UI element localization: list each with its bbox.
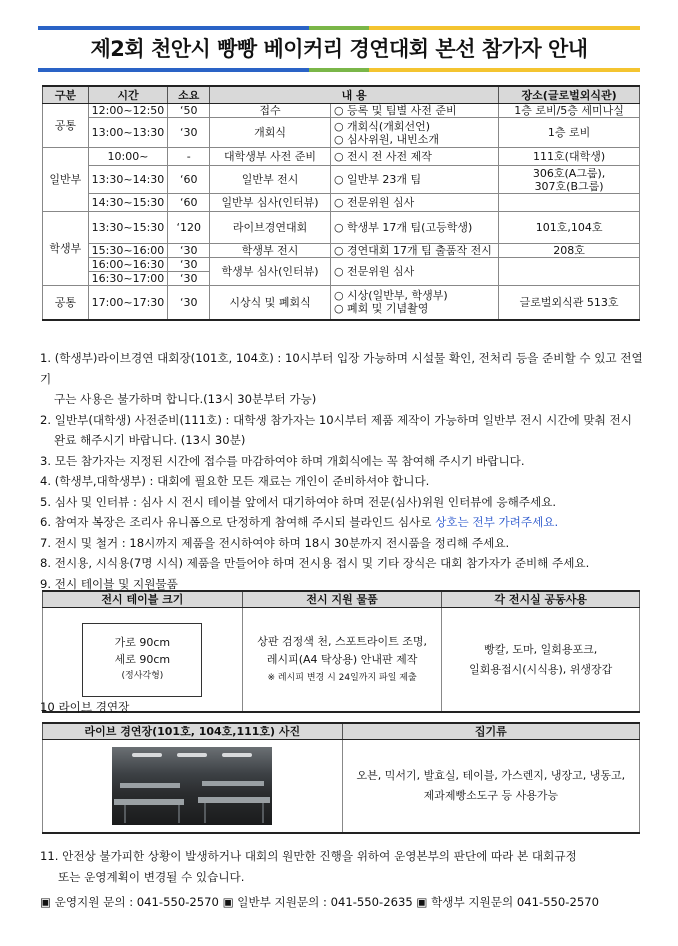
content-cell <box>330 118 498 148</box>
group-label: 공통 <box>43 286 89 320</box>
equipment-line: 오븐, 믹서기, 발효실, 테이블, 가스렌지, 냉장고, 냉동고, <box>356 769 626 782</box>
support-item-line: 레시피(A4 탁상용) 안내판 제작 <box>266 652 418 666</box>
table-row <box>43 194 640 212</box>
item-cell: 대학생부 사전 준비 <box>210 148 331 166</box>
header-time: 시간 <box>88 86 168 104</box>
note-2-cont: 완료 해주시기 바랍니다. (13시 30분) <box>54 433 246 447</box>
duration-cell: ‘50 <box>168 104 210 118</box>
live-row <box>43 740 640 834</box>
content-cell: ○ 전시 전 사전 제작 <box>330 148 498 166</box>
note-6-highlight: 상호는 전부 가려주세요. <box>435 515 559 529</box>
content-cell: ○ 일반부 23개 팀 <box>330 166 498 194</box>
place-cell: 101호,104호 <box>499 212 640 244</box>
time-cell: 15:30~16:00 <box>88 244 168 258</box>
note-7: 7. 전시 및 철거 : 18시까지 제품을 전시하여야 하며 18시 30분까지 전시품을 정리해 주세요. <box>40 535 510 550</box>
contact-info: ▣ 운영지원 문의 : 041-550-2570 ▣ 일반부 지원문의 : 041-550-2635 ▣ 학생부 지원문의 041-550-2570 <box>40 895 599 909</box>
note-11-line: 11. 안전상 불가피한 상황이 발생하거나 대회의 원만한 진행을 위하여 운영본부의 판단에 따라 본 대회규정 <box>40 849 577 863</box>
ceiling-light <box>132 753 162 757</box>
place-cell: 1층 로비/5층 세미나실 <box>499 104 640 118</box>
item-cell: 일반부 전시 <box>210 166 331 194</box>
header-support-items: 전시 지원 물품 <box>242 591 442 608</box>
content-line: ○ 심사위원, 내빈소개 <box>333 132 440 146</box>
bench-leg <box>178 805 180 823</box>
item-cell: 시상식 및 폐회식 <box>210 286 331 320</box>
time-cell: 10:00~ <box>88 148 168 166</box>
table-row <box>43 286 640 320</box>
time-cell: 16:00~16:30 <box>88 258 168 272</box>
note-11 <box>40 846 644 887</box>
duration-cell: - <box>168 148 210 166</box>
workbench <box>202 781 264 786</box>
time-cell: 13:30~15:30 <box>88 212 168 244</box>
notes-list <box>40 348 644 594</box>
table-row <box>43 118 640 148</box>
page-title: 제2회 천안시 빵빵 베이커리 경연대회 본선 참가자 안내 <box>90 37 588 61</box>
duration-cell: ‘120 <box>168 212 210 244</box>
note-2: 2. 일반부(대학생) 사전준비(111호) : 대학생 참가자는 10시부터 제품 제작이 가능하며 일반부 전시 시간에 맞춰 전시 <box>40 412 632 427</box>
schedule-table <box>42 85 640 321</box>
support-header-row <box>43 591 640 608</box>
place-cell <box>499 258 640 286</box>
duration-cell: ‘30 <box>168 286 210 320</box>
table-size-box <box>82 623 202 697</box>
place-cell: 208호 <box>499 244 640 258</box>
note-11-cont: 또는 운영계획이 변경될 수 있습니다. <box>58 869 245 884</box>
note-8: 8. 전시용, 시식용(7명 시식) 제품을 만들어야 하며 전시용 접시 및 기타 장식은 대회 참가자가 준비해 주세요. <box>40 556 590 570</box>
time-cell: 17:00~17:30 <box>88 286 168 320</box>
ceiling-light <box>177 753 207 757</box>
table-row <box>43 166 640 194</box>
content-cell: ○ 전문위원 심사 <box>330 194 498 212</box>
size-shape: (정사각형) <box>121 671 164 681</box>
note-4: 4. (학생부,대학생부) : 대회에 필요한 모든 재료는 개인이 준비하셔야 합니다. <box>40 474 430 488</box>
place-cell: 1층 로비 <box>499 118 640 148</box>
live-heading: 10 라이브 경연장 <box>40 700 130 714</box>
note-1-cont: 구는 사용은 불가하며 합니다.(13시 30분부터 가능) <box>54 392 317 406</box>
place-line: 306호(A그룹), <box>532 166 606 180</box>
item-cell: 접수 <box>210 104 331 118</box>
note-1: 1. (학생부)라이브경연 대회장(101호, 104호) : 10시부터 입장 가능하며 시설물 확인, 전처리 등을 준비할 수 있고 전열기 <box>40 351 643 386</box>
duration-cell: ‘30 <box>168 244 210 258</box>
group-label: 공통 <box>43 104 89 148</box>
table-row <box>43 258 640 272</box>
content-cell: ○ 학생부 17개 팀(고등학생) <box>330 212 498 244</box>
place-cell <box>499 194 640 212</box>
place-line: 307호(B그룹) <box>534 179 604 193</box>
content-line: ○ 폐회 및 기념촬영 <box>333 302 429 316</box>
ceiling-light <box>222 753 252 757</box>
bench-leg <box>262 803 264 823</box>
item-cell: 라이브경연대회 <box>210 212 331 244</box>
time-cell: 13:30~14:30 <box>88 166 168 194</box>
header-place: 장소(글로벌외식관) <box>499 86 640 104</box>
header-common-items: 각 전시실 공동사용 <box>442 591 640 608</box>
photo-cell <box>43 740 343 834</box>
content-cell: ○ 경연대회 17개 팀 출품작 전시 <box>330 244 498 258</box>
table-row <box>43 244 640 258</box>
workbench <box>198 797 270 803</box>
support-table <box>42 590 640 713</box>
place-cell <box>499 166 640 194</box>
note-3: 3. 모든 참가자는 지정된 시간에 접수를 마감하여야 하며 개회식에는 꼭 참여해 주시기 바랍니다. <box>40 453 525 468</box>
group-label: 학생부 <box>43 212 89 286</box>
header-live-photo: 라이브 경연장(101호, 104호,111호) 사진 <box>43 723 343 740</box>
table-row <box>43 148 640 166</box>
note-5: 5. 심사 및 인터뷰 : 심사 시 전시 테이블 앞에서 대기하여야 하며 전문(심사)위원 인터뷰에 응해주세요. <box>40 494 557 509</box>
support-item-line: 상판 검정색 천, 스포트라이트 조명, <box>257 634 427 648</box>
content-cell: ○ 전문위원 심사 <box>330 258 498 286</box>
common-item-line: 일회용접시(시식용), 위생장갑 <box>469 662 613 676</box>
schedule-header-row <box>43 86 640 104</box>
time-cell: 16:30~17:00 <box>88 272 168 286</box>
item-cell: 개회식 <box>210 118 331 148</box>
title-bottom-stripe <box>38 68 640 72</box>
equipment-cell <box>342 740 639 834</box>
duration-cell: ‘60 <box>168 194 210 212</box>
content-line: ○ 개회식(개회선언) <box>333 119 430 133</box>
title-banner <box>38 26 640 72</box>
time-cell: 12:00~12:50 <box>88 104 168 118</box>
size-width: 가로 90cm <box>114 636 171 649</box>
kitchen-photo <box>112 747 272 825</box>
item-cell: 학생부 심사(인터뷰) <box>210 258 331 286</box>
duration-cell: ‘30 <box>168 118 210 148</box>
time-cell: 14:30~15:30 <box>88 194 168 212</box>
header-content: 내 용 <box>210 86 499 104</box>
time-cell: 13:00~13:30 <box>88 118 168 148</box>
common-item-line: 빵칼, 도마, 일회용포크, <box>484 642 598 656</box>
size-height: 세로 90cm <box>114 653 171 666</box>
table-row <box>43 212 640 244</box>
support-items-cell <box>242 608 442 713</box>
header-division: 구분 <box>43 86 89 104</box>
group-label: 일반부 <box>43 148 89 212</box>
note-9: 9. 전시 테이블 및 지원물품 <box>40 576 178 591</box>
place-cell: 글로벌외식관 513호 <box>499 286 640 320</box>
place-cell: 111호(대학생) <box>499 148 640 166</box>
bench-leg <box>124 805 126 823</box>
content-cell: ○ 등록 및 팀별 사전 준비 <box>330 104 498 118</box>
header-equipment: 집기류 <box>342 723 639 740</box>
note-6 <box>40 512 644 533</box>
header-table-size: 전시 테이블 크기 <box>43 591 243 608</box>
live-header-row <box>43 723 640 740</box>
table-row <box>43 104 640 118</box>
item-cell: 학생부 전시 <box>210 244 331 258</box>
content-line: ○ 시상(일반부, 학생부) <box>333 289 448 303</box>
equipment-line: 제과제빵소도구 등 사용가능 <box>423 789 559 802</box>
duration-cell: ‘60 <box>168 166 210 194</box>
duration-cell: ‘30 <box>168 258 210 272</box>
common-items-cell <box>442 608 640 713</box>
duration-cell: ‘30 <box>168 272 210 286</box>
support-row <box>43 608 640 713</box>
support-item-note: ※ 레시피 변경 시 24일까지 파일 제출 <box>267 672 417 683</box>
header-duration: 소요 <box>168 86 210 104</box>
live-table <box>42 722 640 834</box>
note-6-text: 6. 참여자 복장은 조리사 유니폼으로 단정하게 참여해 주시되 블라인드 심사로 <box>40 515 436 529</box>
content-cell <box>330 286 498 320</box>
workbench <box>120 783 180 788</box>
bench-leg <box>204 803 206 823</box>
table-size-cell <box>43 608 243 713</box>
item-cell: 일반부 심사(인터뷰) <box>210 194 331 212</box>
